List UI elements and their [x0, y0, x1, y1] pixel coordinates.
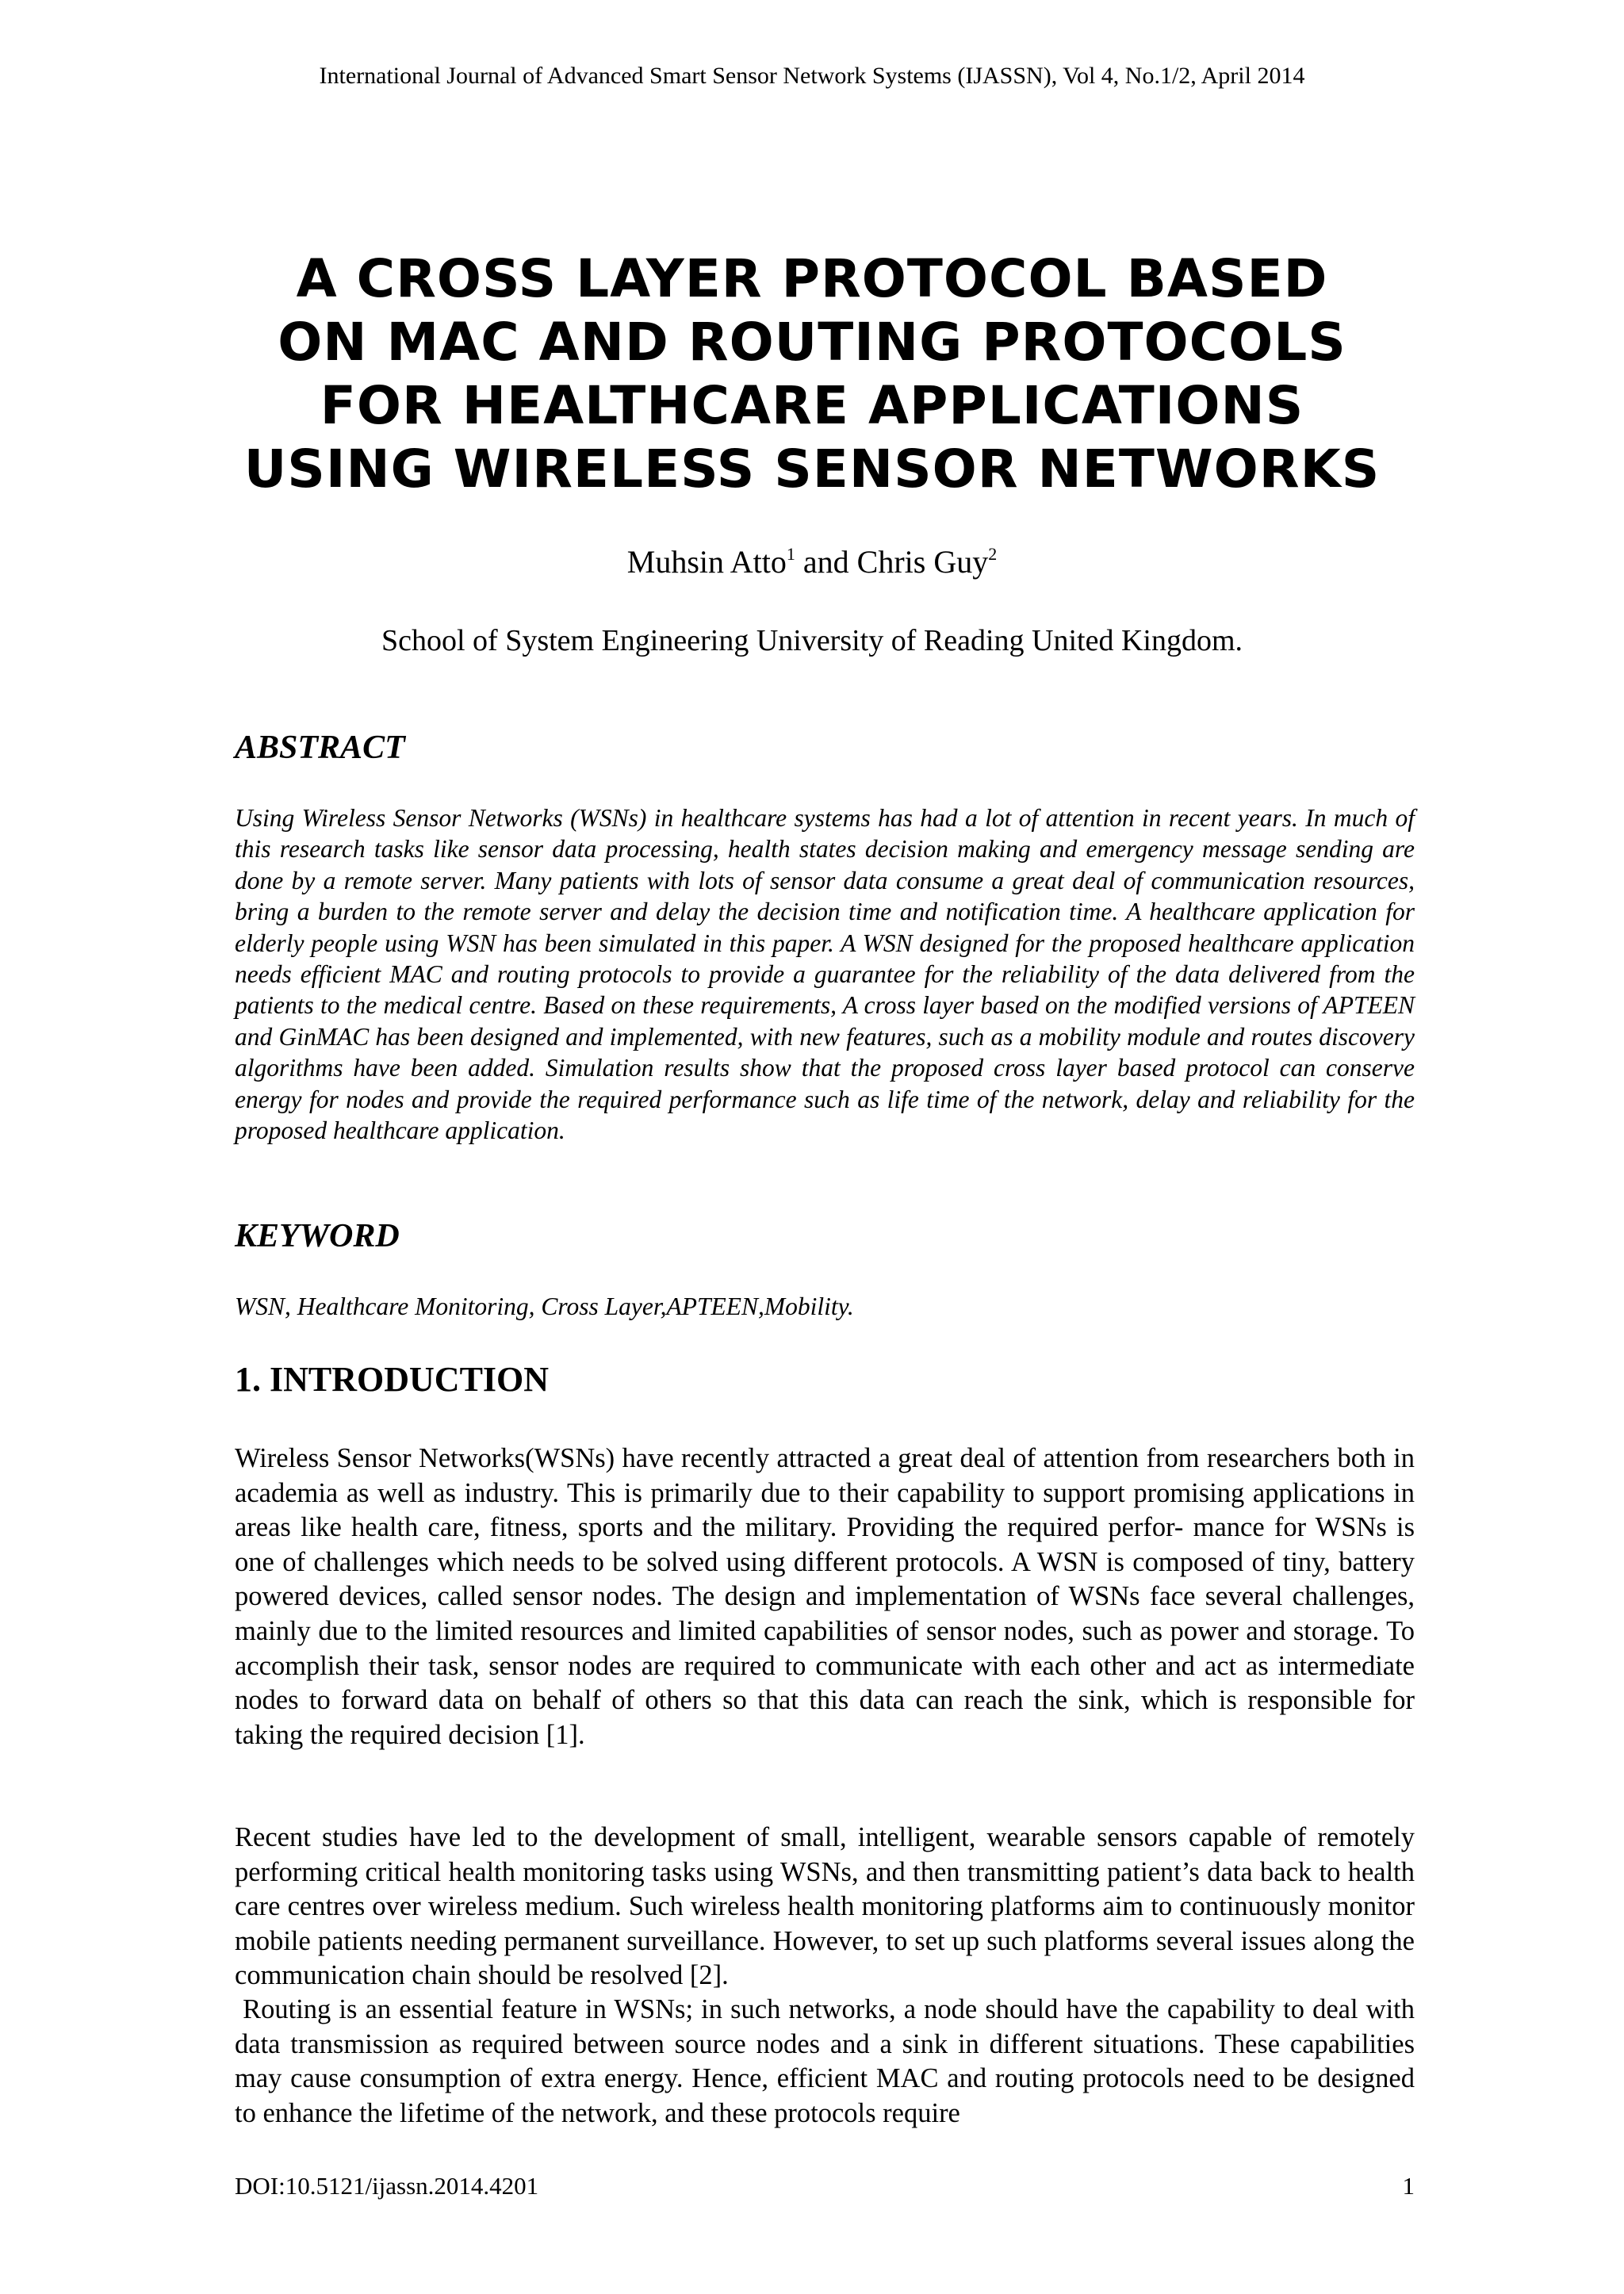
- title-line: ON MAC AND ROUTING PROTOCOLS: [278, 312, 1346, 373]
- abstract-heading: ABSTRACT: [235, 730, 405, 766]
- body-paragraph: Routing is an essential feature in WSNs; in such networks, a node should have the capability to deal with data transmission as required between source nodes and a sink in different situations. These capabilities may cause consumption of extra energy. Hence, efficient MAC and routing protocols need to be designed to enhance the lifetime of the network, and these protocols require: [235, 1994, 1422, 2128]
- affiliation: School of System Engineering University of Reading United Kingdom.: [381, 624, 1243, 657]
- author-conjunction: and: [795, 544, 857, 580]
- title-line: USING WIRELESS SENSOR NETWORKS: [243, 439, 1381, 500]
- body-paragraph: Wireless Sensor Networks(WSNs) have recently attracted a great deal of attention from researchers both in academia as well as industry. This is primarily due to their capability to support promising applications in areas like health care, fitness, sports and the military. Providing the required perfor- mance for WSNs is one of challenges which needs to be solved using different protocols. A WSN is composed of tiny, battery powered devices, called sensor nodes. The design and implementation of WSNs face several challenges, mainly due to the limited resources and limited capabilities of sensor nodes, such as power and storage. To accomplish their task, sensor nodes are required to communicate with each other and act as intermediate nodes to forward data on behalf of others so that this data can reach the sink, which is responsible for taking the required decision [1].: [235, 1443, 1415, 1750]
- introduction-heading: 1. INTRODUCTION: [235, 1360, 550, 1399]
- keywords-text: WSN, Healthcare Monitoring, Cross Layer,APTEEN,Mobility.: [235, 1293, 854, 1320]
- author-affiliation-mark: 2: [988, 544, 998, 564]
- keywords-heading: KEYWORD: [235, 1218, 400, 1254]
- author-affiliation-mark: 1: [786, 544, 795, 564]
- footer-doi: DOI:10.5121/ijassn.2014.4201: [235, 2172, 539, 2200]
- author-name: Chris Guy: [856, 544, 989, 580]
- title-line: A CROSS LAYER PROTOCOL BASED: [296, 248, 1328, 309]
- page-number: 1: [1402, 2172, 1415, 2200]
- journal-running-header: International Journal of Advanced Smart Sensor Network Systems (IJASSN), Vol 4, No.1/2, April 2014: [319, 63, 1305, 89]
- abstract-text: Using Wireless Sensor Networks (WSNs) in healthcare systems has had a lot of attention in recent years. In much of this research tasks like sensor data processing, health states decision making and emergency message sending are done by a remote server. Many patients with lots of sensor data consume a great deal of communication resources, bring a burden to the remote server and delay the decision time and notification time. A healthcare application for elderly people using WSN has been simulated in this paper. A WSN designed for the proposed healthcare application needs efficient MAC and routing protocols to provide a guarantee for the reliability of the data delivered from the patients to the medical centre. Based on these requirements, A cross layer based on the modified versions of APTEEN and GinMAC has been designed and implemented, with new features, such as a mobility module and routes discovery algorithms have been added. Simulation results show that the proposed cross layer based protocol can conserve energy for nodes and provide the required performance such as life time of the network, delay and reliability for the proposed healthcare application.: [235, 804, 1415, 1145]
- paper-title: [159, 247, 1465, 501]
- body-paragraph: Recent studies have led to the development of small, intelligent, wearable sensors capable of remotely performing critical health monitoring tasks using WSNs, and then transmitting patient’s data back to health care centres over wireless medium. Such wireless health monitoring platforms aim to continuously monitor mobile patients needing permanent surveillance. However, to set up such platforms several issues along the communication chain should be resolved [2].: [235, 1822, 1415, 1991]
- author-list: [0, 543, 1624, 581]
- author-name: Muhsin Atto: [626, 544, 787, 580]
- title-line: FOR HEALTHCARE APPLICATIONS: [320, 375, 1304, 436]
